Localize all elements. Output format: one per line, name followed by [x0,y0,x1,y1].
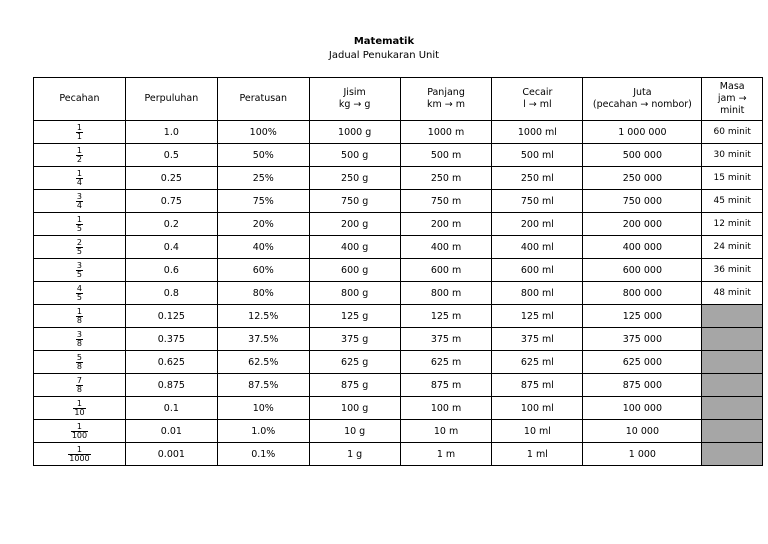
header-line: (pecahan → nombor) [592,99,692,110]
mass-cell: 625 g [309,351,400,374]
header-line: Peratusan [239,93,288,104]
table-row [34,443,763,466]
header-masa [702,78,763,121]
fraction-cell [34,282,126,305]
fraction [76,193,83,210]
decimal-cell: 0.2 [125,213,217,236]
length-cell: 875 m [400,374,492,397]
million-cell: 400 000 [583,236,702,259]
header-line: Panjang [427,87,465,98]
mass-cell: 800 g [309,282,400,305]
table-row [34,167,763,190]
fraction-numerator: 3 [76,191,82,201]
time-cell: 48 minit [702,282,763,305]
percent-cell: 87.5% [217,374,309,397]
length-cell: 100 m [400,397,492,420]
fraction-numerator: 3 [76,329,82,339]
liquid-cell: 125 ml [492,305,583,328]
liquid-cell: 1 ml [492,443,583,466]
percent-cell: 25% [217,167,309,190]
million-cell: 200 000 [583,213,702,236]
percent-cell: 50% [217,144,309,167]
header-pecahan [34,78,126,121]
fraction [76,285,83,302]
liquid-cell: 1000 ml [492,121,583,144]
table-row [34,328,763,351]
fraction-numerator: 1 [76,421,82,431]
percent-cell: 40% [217,236,309,259]
fraction-numerator: 1 [76,398,82,408]
fraction-denominator: 10 [74,407,85,417]
header-row [34,78,763,121]
fraction-numerator: 1 [76,122,82,132]
time-cell-shaded [702,397,763,420]
decimal-cell: 0.125 [125,305,217,328]
time-cell-shaded [702,374,763,397]
liquid-cell: 200 ml [492,213,583,236]
mass-cell: 750 g [309,190,400,213]
liquid-cell: 500 ml [492,144,583,167]
fraction-denominator: 5 [76,269,82,279]
fraction [68,446,90,463]
time-cell: 30 minit [702,144,763,167]
fraction [76,124,83,141]
liquid-cell: 625 ml [492,351,583,374]
fraction-denominator: 4 [76,177,82,187]
mass-cell: 600 g [309,259,400,282]
time-cell-shaded [702,305,763,328]
fraction-denominator: 8 [76,384,82,394]
percent-cell: 75% [217,190,309,213]
length-cell: 200 m [400,213,492,236]
conversion-table [33,77,763,466]
liquid-cell: 600 ml [492,259,583,282]
decimal-cell: 0.01 [125,420,217,443]
decimal-cell: 0.75 [125,190,217,213]
percent-cell: 60% [217,259,309,282]
percent-cell: 0.1% [217,443,309,466]
length-cell: 250 m [400,167,492,190]
length-cell: 10 m [400,420,492,443]
mass-cell: 250 g [309,167,400,190]
percent-cell: 20% [217,213,309,236]
decimal-cell: 0.375 [125,328,217,351]
liquid-cell: 750 ml [492,190,583,213]
length-cell: 750 m [400,190,492,213]
table-row [34,236,763,259]
liquid-cell: 400 ml [492,236,583,259]
time-cell: 12 minit [702,213,763,236]
fraction-denominator: 5 [76,246,82,256]
decimal-cell: 0.4 [125,236,217,259]
fraction-numerator: 5 [76,352,82,362]
fraction-cell [34,351,126,374]
fraction-numerator: 4 [76,283,82,293]
percent-cell: 100% [217,121,309,144]
mass-cell: 875 g [309,374,400,397]
fraction-denominator: 5 [76,292,82,302]
time-cell: 36 minit [702,259,763,282]
decimal-cell: 0.6 [125,259,217,282]
decimal-cell: 0.625 [125,351,217,374]
length-cell: 800 m [400,282,492,305]
fraction-cell [34,420,126,443]
mass-cell: 1000 g [309,121,400,144]
fraction-cell [34,213,126,236]
fraction [76,354,83,371]
decimal-cell: 0.25 [125,167,217,190]
table-row [34,305,763,328]
million-cell: 1 000 [583,443,702,466]
percent-cell: 37.5% [217,328,309,351]
mass-cell: 100 g [309,397,400,420]
percent-cell: 1.0% [217,420,309,443]
mass-cell: 400 g [309,236,400,259]
header-line: km → m [427,99,466,110]
fraction-numerator: 1 [76,168,82,178]
table-row [34,351,763,374]
million-cell: 600 000 [583,259,702,282]
million-cell: 10 000 [583,420,702,443]
length-cell: 500 m [400,144,492,167]
header-line: Masa [719,81,745,92]
table-row [34,259,763,282]
fraction [76,308,83,325]
liquid-cell: 875 ml [492,374,583,397]
million-cell: 1 000 000 [583,121,702,144]
table-row [34,121,763,144]
percent-cell: 80% [217,282,309,305]
fraction-cell [34,397,126,420]
fraction-denominator: 4 [76,200,82,210]
header-line: Pecahan [59,93,100,104]
fraction-denominator: 100 [71,430,88,440]
liquid-cell: 250 ml [492,167,583,190]
fraction-cell [34,236,126,259]
fraction-numerator: 1 [76,444,82,454]
header-panjang [400,78,492,121]
table-row [34,190,763,213]
header-line: Juta [633,87,652,98]
fraction [71,423,88,440]
decimal-cell: 1.0 [125,121,217,144]
time-cell-shaded [702,351,763,374]
length-cell: 625 m [400,351,492,374]
time-cell: 24 minit [702,236,763,259]
header-perpuluhan [125,78,217,121]
fraction-numerator: 2 [76,237,82,247]
million-cell: 250 000 [583,167,702,190]
table-row [34,420,763,443]
million-cell: 750 000 [583,190,702,213]
fraction-denominator: 5 [76,223,82,233]
liquid-cell: 375 ml [492,328,583,351]
table-body [34,121,763,466]
percent-cell: 10% [217,397,309,420]
fraction [76,377,83,394]
fraction-cell [34,305,126,328]
mass-cell: 10 g [309,420,400,443]
fraction-cell [34,144,126,167]
fraction [76,147,83,164]
million-cell: 375 000 [583,328,702,351]
fraction-numerator: 1 [76,145,82,155]
fraction-denominator: 8 [76,315,82,325]
fraction-denominator: 2 [76,154,82,164]
million-cell: 125 000 [583,305,702,328]
table-row [34,397,763,420]
million-cell: 100 000 [583,397,702,420]
mass-cell: 500 g [309,144,400,167]
percent-cell: 62.5% [217,351,309,374]
header-juta [583,78,702,121]
length-cell: 1 m [400,443,492,466]
table-row [34,213,763,236]
table-row [34,144,763,167]
fraction-cell [34,259,126,282]
time-cell-shaded [702,420,763,443]
fraction-denominator: 1000 [69,453,90,463]
time-cell-shaded [702,328,763,351]
document-subtitle: Jadual Penukaran Unit [328,50,440,61]
header-line: minit [720,105,745,116]
mass-cell: 200 g [309,213,400,236]
header-line: kg → g [338,99,371,110]
fraction [73,400,85,417]
fraction-denominator: 8 [76,338,82,348]
length-cell: 375 m [400,328,492,351]
fraction-cell [34,167,126,190]
decimal-cell: 0.875 [125,374,217,397]
million-cell: 800 000 [583,282,702,305]
fraction-cell [34,443,126,466]
table-row [34,282,763,305]
length-cell: 600 m [400,259,492,282]
million-cell: 625 000 [583,351,702,374]
fraction-cell [34,190,126,213]
mass-cell: 375 g [309,328,400,351]
length-cell: 400 m [400,236,492,259]
header-line: jam → [717,93,747,104]
fraction [76,262,83,279]
header-line: Jisim [343,87,366,98]
fraction-denominator: 8 [76,361,82,371]
fraction-numerator: 3 [76,260,82,270]
liquid-cell: 800 ml [492,282,583,305]
mass-cell: 125 g [309,305,400,328]
document-title: Matematik [353,36,415,47]
header-line: Cecair [522,87,553,98]
header-line: Perpuluhan [144,93,199,104]
time-cell-shaded [702,443,763,466]
fraction-denominator: 1 [76,131,82,141]
header-jisim [309,78,400,121]
fraction [76,331,83,348]
percent-cell: 12.5% [217,305,309,328]
fraction-numerator: 1 [76,214,82,224]
time-cell: 60 minit [702,121,763,144]
decimal-cell: 0.5 [125,144,217,167]
fraction-cell [34,121,126,144]
time-cell: 45 minit [702,190,763,213]
fraction-cell [34,374,126,397]
length-cell: 125 m [400,305,492,328]
fraction-cell [34,328,126,351]
length-cell: 1000 m [400,121,492,144]
decimal-cell: 0.001 [125,443,217,466]
time-cell: 15 minit [702,167,763,190]
liquid-cell: 100 ml [492,397,583,420]
header-cecair [492,78,583,121]
mass-cell: 1 g [309,443,400,466]
fraction [76,239,83,256]
decimal-cell: 0.8 [125,282,217,305]
million-cell: 875 000 [583,374,702,397]
decimal-cell: 0.1 [125,397,217,420]
table-row [34,374,763,397]
liquid-cell: 10 ml [492,420,583,443]
fraction [76,216,83,233]
fraction-numerator: 1 [76,306,82,316]
fraction-numerator: 7 [76,375,82,385]
header-peratusan [217,78,309,121]
header-line: l → ml [523,99,552,110]
million-cell: 500 000 [583,144,702,167]
fraction [76,170,83,187]
